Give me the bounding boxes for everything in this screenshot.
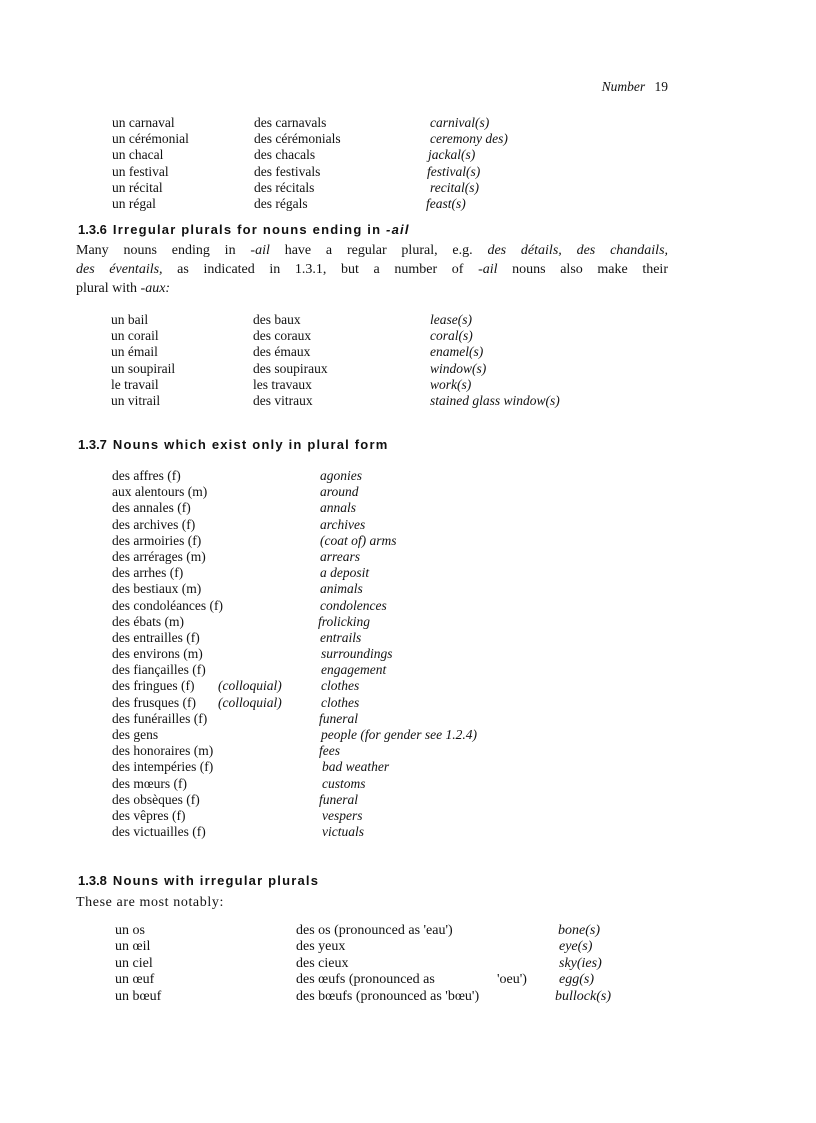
french-noun: des armoiries (f) — [112, 532, 202, 548]
singular-form: un soupirail — [111, 360, 176, 376]
translation: condolences — [320, 597, 387, 613]
translation: lease(s) — [430, 312, 472, 327]
section-title: Nouns with irregular plurals — [112, 873, 320, 888]
section-title: Nouns which exist only in plural form — [112, 437, 389, 452]
translation: sky(ies) — [559, 955, 602, 971]
table-row — [115, 989, 675, 1005]
singular-form: un récital — [112, 179, 163, 195]
translation: enamel(s) — [430, 344, 484, 360]
text-italic: des éventails, — [76, 262, 163, 277]
text-italic: -aux: — [140, 281, 171, 296]
text-italic: des détails, des chandails, — [487, 243, 669, 258]
french-noun: des fringues (f) — [112, 678, 195, 694]
translation: victuals — [322, 824, 364, 840]
table-row — [111, 344, 671, 360]
paragraph-1-3-6 — [76, 241, 668, 298]
french-noun: des environs (m) — [112, 646, 203, 662]
table-row — [111, 361, 671, 377]
translation: archives — [320, 516, 366, 532]
translation: annals — [320, 500, 357, 516]
table-row — [112, 678, 672, 694]
translation: funeral — [319, 710, 358, 726]
table-row — [112, 662, 672, 678]
singular-form: un œuf — [115, 972, 155, 988]
running-header — [602, 79, 668, 95]
table-row — [112, 565, 672, 581]
plural-form: des bœufs (pronounced as 'bœu') — [296, 988, 480, 1004]
translation: bullock(s) — [555, 988, 611, 1004]
table-row — [112, 484, 672, 500]
text: plural with — [76, 281, 138, 296]
french-noun: des arrérages (m) — [112, 548, 206, 564]
table-row — [111, 312, 671, 328]
plural-only-nouns-table — [112, 468, 672, 840]
table-row — [112, 500, 672, 516]
section-heading-1-3-8 — [78, 873, 319, 888]
translation: festival(s) — [427, 163, 481, 179]
french-noun: des arrhes (f) — [112, 565, 184, 581]
french-noun: des archives (f) — [112, 516, 196, 532]
translation: funeral — [319, 791, 358, 807]
translation: a deposit — [320, 565, 370, 581]
table-row — [112, 776, 672, 792]
singular-form: un carnaval — [112, 115, 175, 130]
table-row — [115, 956, 675, 972]
translation: recital(s) — [430, 179, 479, 195]
table-row — [112, 743, 672, 759]
french-noun: des entrailles (f) — [112, 629, 200, 645]
singular-form: un corail — [111, 328, 159, 344]
plural-form: des cieux — [296, 955, 349, 971]
register-note: (colloquial) — [218, 678, 282, 694]
french-noun: des funérailles (f) — [112, 710, 208, 726]
table-row — [112, 147, 672, 163]
plural-form-note: 'oeu') — [497, 972, 527, 988]
translation: ceremony des) — [430, 131, 508, 147]
singular-form: un émail — [111, 344, 158, 360]
section-heading-1-3-6 — [78, 222, 410, 237]
translation: clothes — [321, 678, 360, 694]
translation: people (for gender see 1.2.4) — [321, 727, 477, 742]
singular-form: un œil — [115, 939, 151, 955]
table-row — [112, 646, 672, 662]
table-row — [112, 115, 672, 131]
plural-form: des chacals — [254, 147, 316, 163]
singular-form: un ciel — [115, 955, 153, 971]
table-row — [112, 630, 672, 646]
plural-form: des œufs (pronounced as — [296, 972, 435, 988]
translation: bad weather — [322, 759, 390, 775]
section-number: 1.3.6 — [78, 222, 107, 237]
translation: (coat of) arms — [320, 532, 397, 548]
plural-form: des cérémonials — [254, 131, 341, 147]
table-row — [115, 923, 675, 939]
translation: feast(s) — [426, 195, 466, 211]
table-row — [115, 972, 675, 988]
singular-form: un régal — [112, 195, 156, 211]
ail-nouns-table — [111, 312, 671, 409]
plural-form: des festivals — [254, 163, 321, 179]
plural-form: des régals — [254, 195, 308, 211]
singular-form: le travail — [111, 376, 159, 392]
singular-form: un chacal — [112, 147, 164, 163]
table-row — [112, 517, 672, 533]
translation: stained glass window(s) — [430, 392, 560, 408]
section-heading-1-3-7 — [78, 437, 388, 452]
french-noun: des honoraires (m) — [112, 743, 214, 759]
table-row — [112, 824, 672, 840]
singular-form: un bail — [111, 312, 149, 327]
plural-form: des carnavals — [254, 115, 327, 130]
table-row — [112, 468, 672, 484]
french-noun: des vêpres (f) — [112, 807, 186, 823]
singular-form: un cérémonial — [112, 131, 189, 147]
translation: work(s) — [430, 376, 472, 392]
singular-form: un bœuf — [115, 988, 162, 1004]
plural-form: des vitraux — [253, 392, 313, 408]
section-name: Number — [601, 79, 646, 94]
plural-form: des baux — [253, 312, 301, 327]
french-noun: des annales (f) — [112, 500, 191, 516]
translation: entrails — [320, 629, 362, 645]
translation: window(s) — [430, 360, 487, 376]
table-row — [111, 328, 671, 344]
french-noun: des obsèques (f) — [112, 791, 200, 807]
section-intro: These are most notably: — [76, 895, 224, 910]
translation: vespers — [322, 807, 363, 823]
irregular-plurals-table — [115, 923, 675, 1005]
text: have a regular plural, e.g. — [284, 243, 473, 258]
table-row — [112, 549, 672, 565]
french-noun: des victuailles (f) — [112, 824, 206, 840]
translation: frolicking — [318, 613, 370, 629]
french-noun: des fiançailles (f) — [112, 662, 206, 678]
table-row — [115, 939, 675, 955]
text: Many nouns ending in — [76, 243, 236, 258]
table-row — [112, 695, 672, 711]
table-row — [112, 808, 672, 824]
table-row — [112, 792, 672, 808]
french-noun: des bestiaux (m) — [112, 581, 202, 597]
plural-form: des yeux — [296, 939, 346, 955]
register-note: (colloquial) — [218, 694, 282, 710]
table-row — [112, 164, 672, 180]
translation: jackal(s) — [428, 147, 476, 163]
plural-form: des coraux — [253, 328, 312, 344]
plural-form: des émaux — [253, 344, 311, 360]
table-row — [112, 614, 672, 630]
translation: carnival(s) — [430, 115, 490, 130]
section-number: 1.3.8 — [78, 873, 107, 888]
french-noun: des mœurs (f) — [112, 775, 187, 791]
table-row — [112, 533, 672, 549]
table-row — [112, 711, 672, 727]
french-noun: des intempéries (f) — [112, 759, 214, 775]
table-row — [112, 598, 672, 614]
translation: around — [320, 484, 359, 500]
french-noun: des gens — [112, 727, 159, 742]
plural-form: des soupiraux — [253, 360, 328, 376]
page-number: 19 — [654, 79, 668, 94]
translation: coral(s) — [430, 328, 473, 344]
al-nouns-table — [112, 115, 672, 212]
section-number: 1.3.7 — [78, 437, 107, 452]
french-noun: des condoléances (f) — [112, 597, 223, 613]
translation: arrears — [320, 548, 361, 564]
translation: clothes — [321, 694, 360, 710]
translation: surroundings — [321, 646, 393, 662]
translation: eye(s) — [559, 939, 593, 955]
table-row — [111, 377, 671, 393]
singular-form: un os — [115, 923, 145, 938]
singular-form: un festival — [112, 163, 169, 179]
french-noun: des frusques (f) — [112, 694, 196, 710]
table-row — [112, 131, 672, 147]
text-italic: -ail — [250, 243, 270, 258]
plural-form: des os (pronounced as 'eau') — [296, 923, 453, 938]
text-italic: -ail — [478, 262, 498, 277]
french-noun: des affres (f) — [112, 468, 181, 483]
text: as indicated in 1.3.1, but a number of — [177, 262, 464, 277]
singular-form: un vitrail — [111, 392, 161, 408]
section-title-suffix: -ail — [386, 222, 410, 237]
table-row — [112, 180, 672, 196]
french-noun: aux alentours (m) — [112, 484, 208, 500]
translation: agonies — [320, 468, 362, 483]
table-row — [112, 759, 672, 775]
translation: egg(s) — [559, 972, 594, 988]
table-row — [112, 727, 672, 743]
plural-form: les travaux — [253, 376, 312, 392]
section-title: Irregular plurals for nouns ending in — [112, 222, 382, 237]
table-row — [111, 393, 671, 409]
translation: engagement — [321, 662, 387, 678]
text: nouns also make their — [512, 262, 668, 277]
translation: bone(s) — [558, 923, 600, 938]
translation: animals — [320, 581, 363, 597]
table-row — [112, 196, 672, 212]
table-row — [112, 581, 672, 597]
translation: customs — [322, 775, 366, 791]
french-noun: des ébats (m) — [112, 613, 184, 629]
plural-form: des récitals — [254, 179, 315, 195]
translation: fees — [319, 743, 340, 759]
